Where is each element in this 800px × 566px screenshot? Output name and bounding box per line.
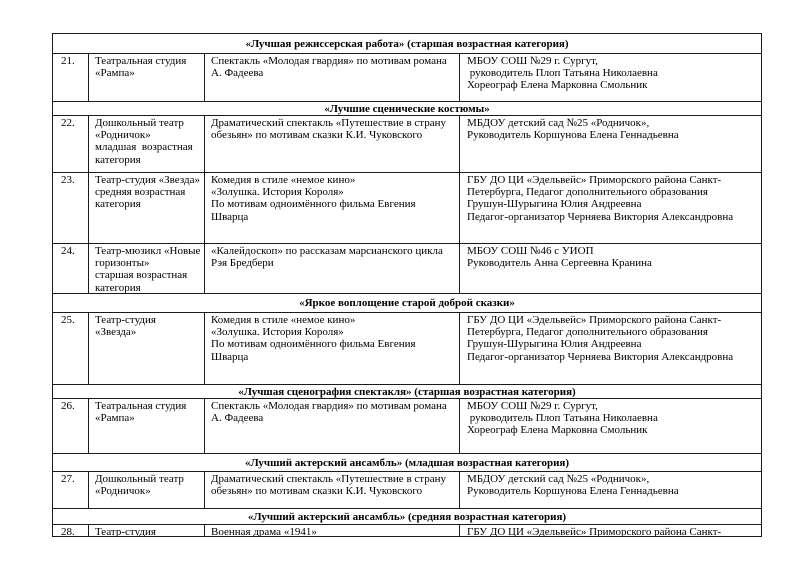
cell-line: Грушун-Шурыгина Юлия Андреевна <box>467 198 642 211</box>
cell-performance <box>205 525 460 536</box>
cell-line: МБДОУ детский сад №25 «Родничок», <box>467 473 650 485</box>
cell-line: Драматический спектакль «Путешествие в страну <box>211 117 446 129</box>
cell-line: Петербурга, Педагог дополнительного образования <box>467 186 708 199</box>
cell-line: руководитель Плоп Татьяна Николаевна <box>467 67 658 80</box>
cell-institution <box>460 54 761 101</box>
cell-performance <box>205 116 460 172</box>
cell-institution <box>460 116 761 172</box>
cell-number: 27. <box>53 472 89 508</box>
cell-line: Театр-мюзикл «Новые <box>95 245 201 257</box>
cell-line: МБОУ СОШ №29 г. Сургут, <box>467 400 598 412</box>
cell-line: «Родничок» <box>95 485 151 498</box>
cell-line: Театр-студия <box>95 526 156 536</box>
cell-line: Хореограф Елена Марковна Смольник <box>467 79 648 92</box>
cell-studio <box>89 54 205 101</box>
cell-institution <box>460 472 761 508</box>
cell-line: Петербурга, Педагог дополнительного образования <box>467 326 708 339</box>
cell-line: Комедия в стиле «немое кино» <box>211 174 356 186</box>
cell-institution <box>460 313 761 384</box>
cell-line: «Калейдоскоп» по рассказам марсианского цикла <box>211 245 443 257</box>
section-header-row <box>53 34 761 53</box>
awards-table <box>52 33 762 537</box>
cell-line: ГБУ ДО ЦИ «Эдельвейс» Приморского района Санкт- <box>467 314 722 326</box>
cell-institution <box>460 525 761 536</box>
cell-line: «Звезда» <box>95 326 137 339</box>
cell-studio <box>89 244 205 293</box>
cell-line: категория <box>95 281 141 293</box>
cell-line: Руководитель Анна Сергеевна Кранина <box>467 257 652 270</box>
table-row <box>53 115 761 172</box>
cell-line: По мотивам одноимённого фильма Евгения <box>211 338 416 351</box>
table-row <box>53 524 761 536</box>
cell-line: Театр-студия <box>95 314 156 326</box>
cell-line: Театральная студия <box>95 400 187 412</box>
cell-line: младшая возрастная <box>95 141 193 154</box>
cell-line: Театр-студия «Звезда» <box>95 174 200 186</box>
cell-line: Театральная студия <box>95 55 187 67</box>
section-header-row <box>53 508 761 524</box>
cell-performance <box>205 313 460 384</box>
cell-performance <box>205 399 460 453</box>
table-row <box>53 243 761 293</box>
cell-line: ГБУ ДО ЦИ «Эдельвейс» Приморского района Санкт- <box>467 174 722 186</box>
cell-line: средняя возрастная <box>95 186 186 199</box>
cell-line: Спектакль «Молодая гвардия» по мотивам романа <box>211 400 447 412</box>
cell-number: 25. <box>53 313 89 384</box>
cell-number: 22. <box>53 116 89 172</box>
cell-line: Педагог-организатор Черняева Виктория Александровна <box>467 210 734 223</box>
cell-line: ГБУ ДО ЦИ «Эдельвейс» Приморского района Санкт- <box>467 526 722 536</box>
cell-studio <box>89 399 205 453</box>
cell-line: «Золушка. История Короля» <box>211 326 344 339</box>
section-header-row <box>53 453 761 471</box>
cell-line: А. Фадеева <box>211 67 264 80</box>
section-header-row <box>53 384 761 398</box>
cell-studio <box>89 472 205 508</box>
cell-line: «Родничок» <box>95 129 151 142</box>
cell-line: Грушун-Шурыгина Юлия Андреевна <box>467 338 642 351</box>
cell-line: МБОУ СОШ №29 г. Сургут, <box>467 55 598 67</box>
cell-line: Шварца <box>211 350 249 363</box>
cell-line: Руководитель Коршунова Елена Геннадьевна <box>467 485 679 498</box>
cell-line: горизонты» <box>95 257 150 270</box>
cell-institution <box>460 173 761 243</box>
cell-performance <box>205 244 460 293</box>
cell-line: категория <box>95 153 141 166</box>
cell-line: Военная драма «1941» <box>211 526 317 536</box>
cell-line: Хореограф Елена Марковна Смольник <box>467 424 648 437</box>
cell-line: Драматический спектакль «Путешествие в страну <box>211 473 446 485</box>
cell-number: 21. <box>53 54 89 101</box>
cell-line: А. Фадеева <box>211 412 264 425</box>
table-row <box>53 312 761 384</box>
cell-studio <box>89 525 205 536</box>
cell-line: МБОУ СОШ №46 с УИОП <box>467 245 594 257</box>
cell-line: старшая возрастная <box>95 269 188 282</box>
cell-line: Спектакль «Молодая гвардия» по мотивам романа <box>211 55 447 67</box>
table-row <box>53 398 761 453</box>
cell-studio <box>89 313 205 384</box>
section-header-row <box>53 293 761 312</box>
cell-line: По мотивам одноимённого фильма Евгения <box>211 198 416 211</box>
section-header-label: «Лучший актерский ансамбль» (средняя возрастная категория) <box>247 510 567 523</box>
cell-line: Дошкольный театр <box>95 473 184 485</box>
table-row <box>53 471 761 508</box>
cell-performance <box>205 173 460 243</box>
section-header-label: «Лучшая режиссерская работа» (старшая возрастная категория) <box>245 37 569 50</box>
cell-institution <box>460 244 761 293</box>
section-header-label: «Лучшие сценические костюмы» <box>324 102 490 115</box>
cell-line: «Рампа» <box>95 67 135 80</box>
cell-line: руководитель Плоп Татьяна Николаевна <box>467 412 658 425</box>
cell-line: обезьян» по мотивам сказки К.И. Чуковского <box>211 485 423 498</box>
cell-performance <box>205 54 460 101</box>
section-header-row <box>53 101 761 115</box>
cell-line: обезьян» по мотивам сказки К.И. Чуковского <box>211 129 423 142</box>
cell-line: «Рампа» <box>95 412 135 425</box>
cell-line: Рэя Бредбери <box>211 257 274 270</box>
cell-line: МБДОУ детский сад №25 «Родничок», <box>467 117 650 129</box>
section-header-label: «Лучший актерский ансамбль» (младшая возрастная категория) <box>244 456 570 469</box>
cell-line: Педагог-организатор Черняева Виктория Александровна <box>467 350 734 363</box>
table-row <box>53 53 761 101</box>
cell-performance <box>205 472 460 508</box>
cell-number: 26. <box>53 399 89 453</box>
table-row <box>53 172 761 243</box>
cell-line: Комедия в стиле «немое кино» <box>211 314 356 326</box>
cell-line: Руководитель Коршунова Елена Геннадьевна <box>467 129 679 142</box>
cell-line: «Золушка. История Короля» <box>211 186 344 199</box>
cell-line: Дошкольный театр <box>95 117 184 129</box>
cell-institution <box>460 399 761 453</box>
cell-number: 28. <box>53 525 89 536</box>
cell-studio <box>89 116 205 172</box>
cell-line: категория <box>95 198 141 211</box>
section-header-label: «Лучшая сценография спектакля» (старшая возрастная категория) <box>238 385 576 398</box>
cell-number: 24. <box>53 244 89 293</box>
cell-studio <box>89 173 205 243</box>
cell-number: 23. <box>53 173 89 243</box>
cell-line: Шварца <box>211 210 249 223</box>
section-header-label: «Яркое воплощение старой доброй сказки» <box>299 297 515 309</box>
